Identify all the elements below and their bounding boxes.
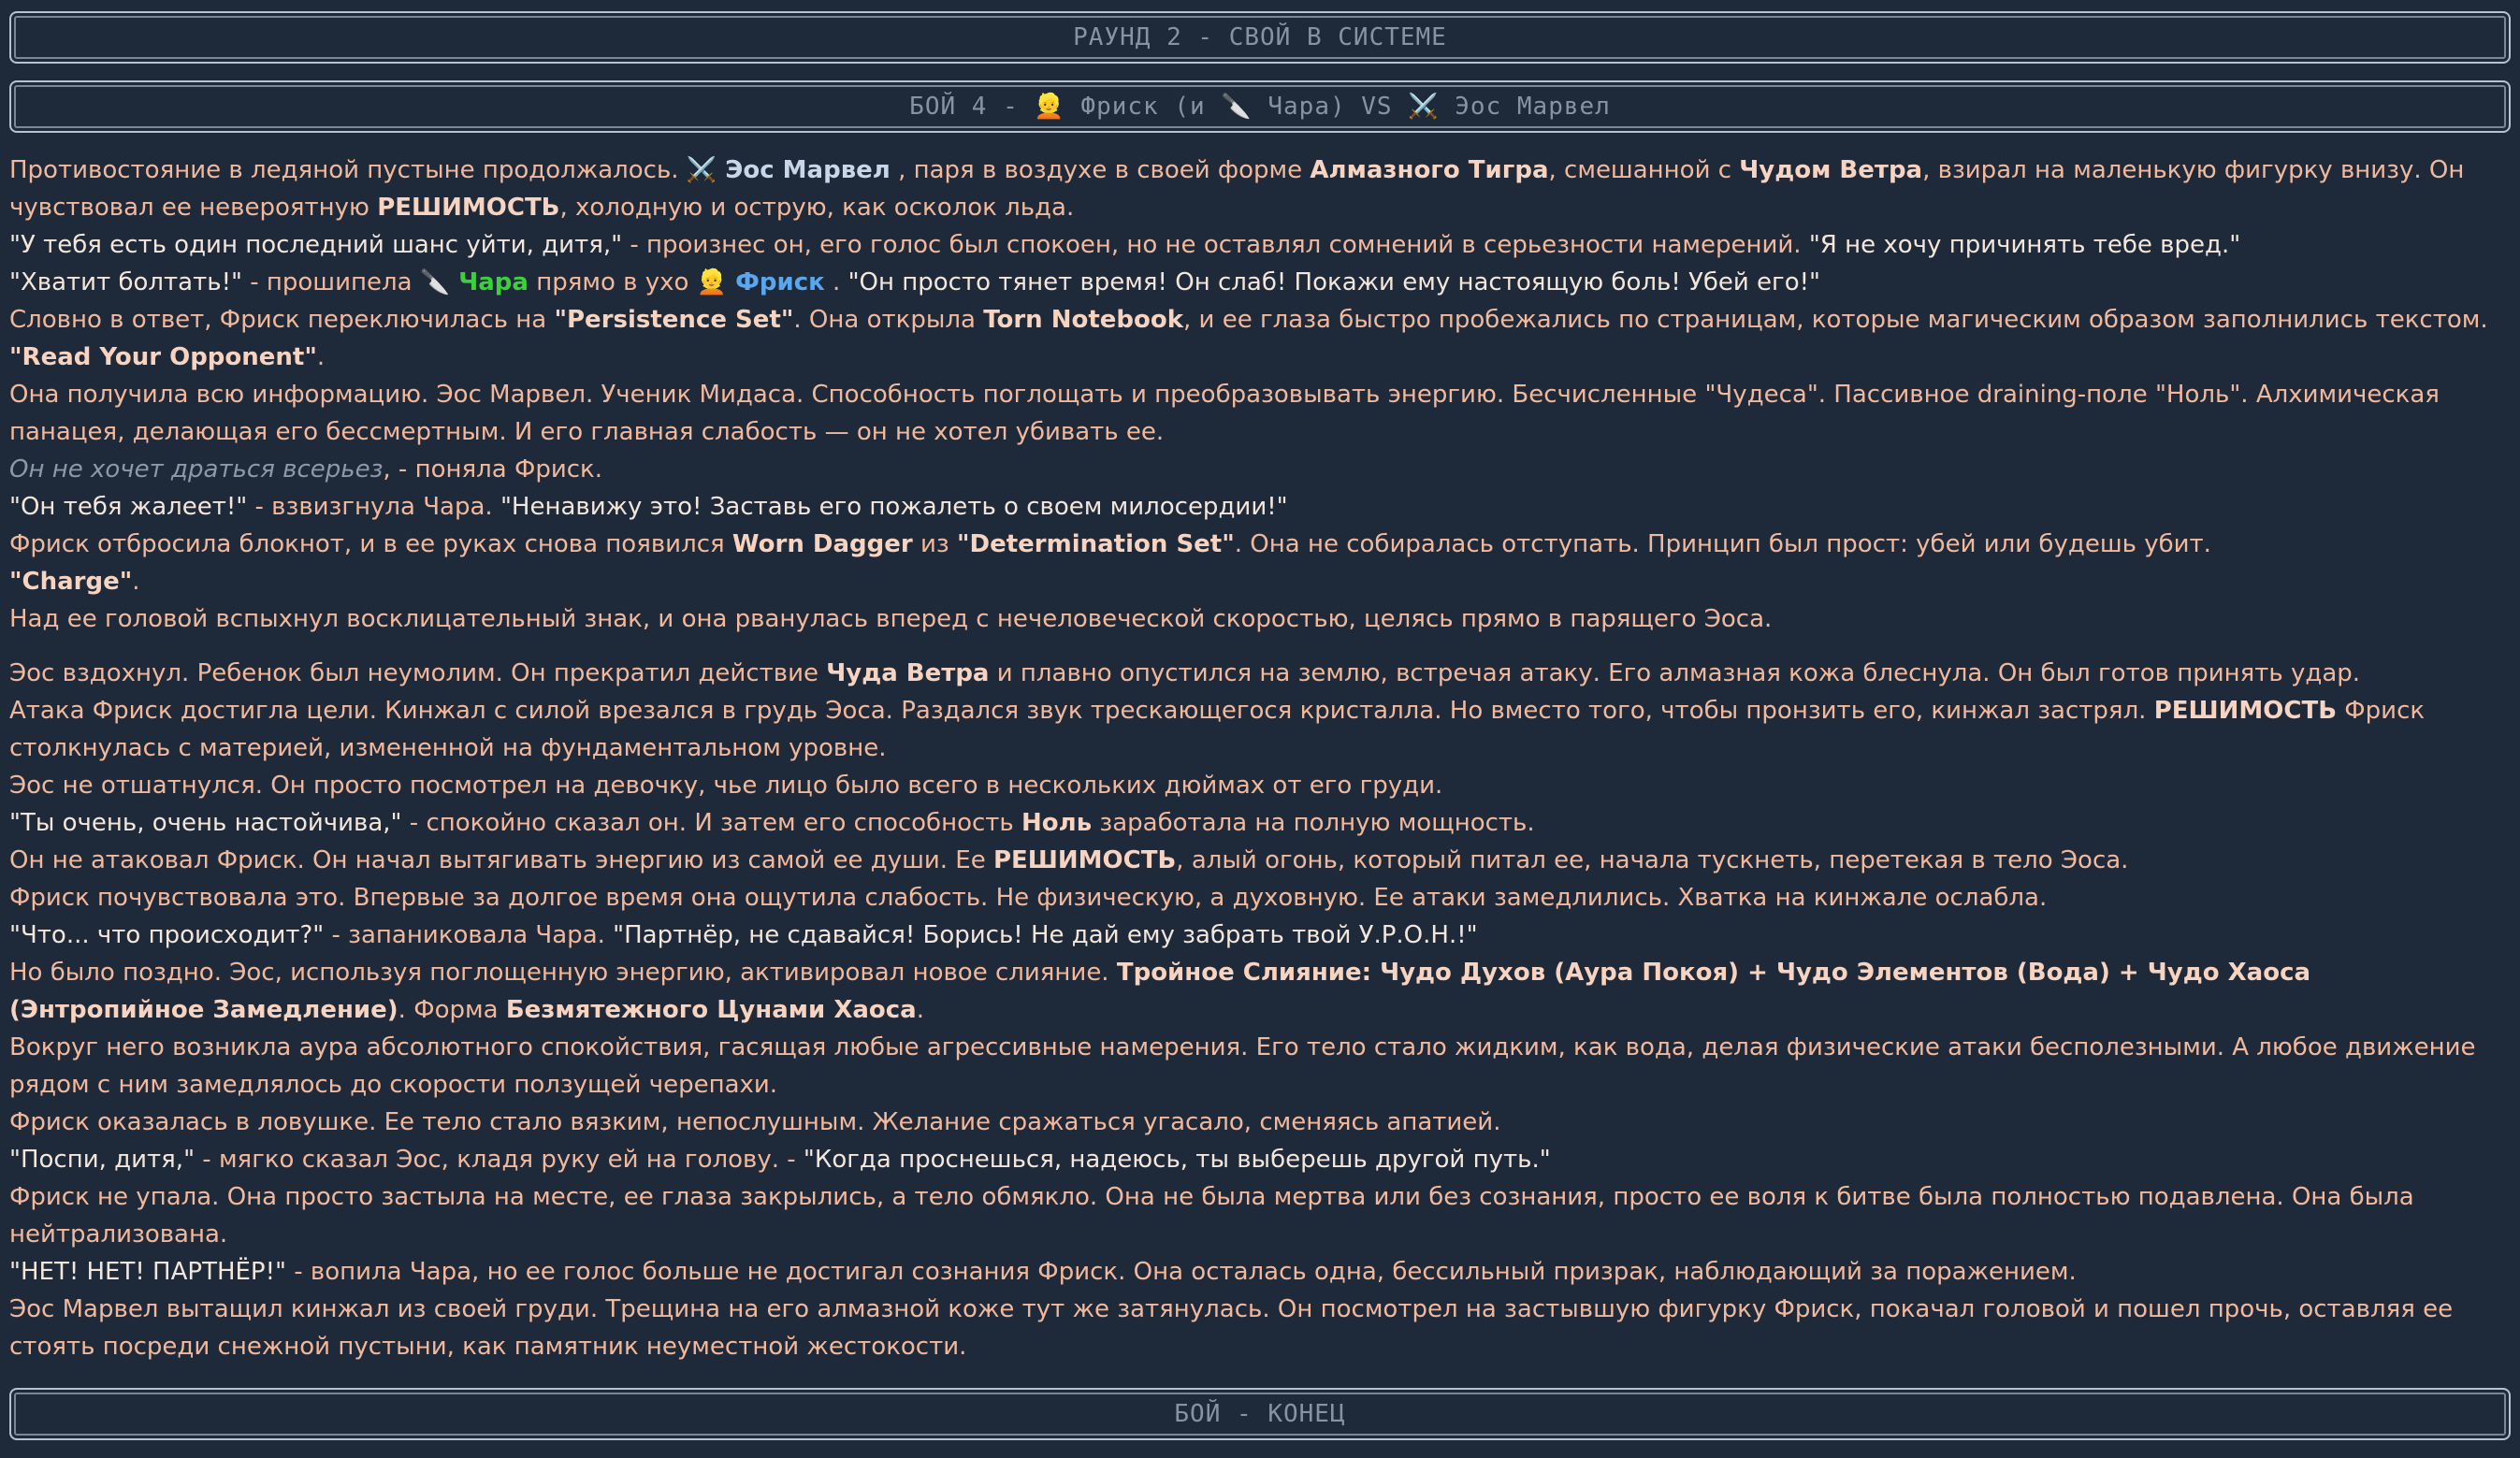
story-paragraph: Противостояние в ледяной пустыне продолжалось. ⚔️ Эос Марвел , паря в воздухе в своей форме Алмазного Тигра, смешанной с Чудом Ветра, взирал на маленькую фигурку внизу. Он чувствовал ее невероятную РЕШИМОСТЬ, холодную и острую, как осколок льда. — [9, 156, 2465, 222]
story-text — [9, 152, 2511, 1365]
fight-end-label: БОЙ - КОНЕЦ — [1174, 1400, 1346, 1428]
swords-icon: ⚔️ — [686, 156, 717, 184]
eos-name: Эос Марвел — [717, 156, 891, 184]
story-paragraph: Она получила всю информацию. Эос Марвел. Ученик Мидаса. Способность поглощать и преобразовывать энергию. Бесчисленные "Чудеса". Пассивное draining-поле "Ноль". Алхимическая панацея, делающая его бессмертным. И его главная слабость — он не хотел убивать ее. — [9, 381, 2440, 446]
round-banner — [9, 11, 2511, 64]
frisk-emoji-icon: 👱 — [696, 268, 728, 296]
fight-chara-label: Чара) VS — [1252, 93, 1409, 121]
story-paragraph: Над ее головой вспыхнул восклицательный знак, и она рванулась вперед с нечеловеческой скоростью, целясь прямо в парящего Эоса. — [9, 605, 1773, 633]
story-paragraph: "Поспи, дитя," - мягко сказал Эос, кладя руку ей на голову. - "Когда проснешься, надеюсь, ты выберешь другой путь." — [9, 1146, 1551, 1174]
frisk-name: Фриск — [727, 268, 825, 296]
story-paragraph: Но было поздно. Эос, используя поглощенную энергию, активировал новое слияние. Тройное Слияние: Чудо Духов (Аура Покоя) + Чудо Элементов (Вода) + Чудо Хаоса (Энтропийное Замедление). Форма Безмятежного Цунами Хаоса. — [9, 959, 2311, 1024]
story-paragraph: Эос вздохнул. Ребенок был неумолим. Он прекратил действие Чуда Ветра и плавно опустился на землю, встречая атаку. Его алмазная кожа блеснула. Он был готов принять удар. — [9, 659, 2361, 687]
story-paragraph: Фриск не упала. Она просто застыла на месте, ее глаза закрылись, а тело обмякло. Она не была мертва или без сознания, просто ее воля к битве была полностью подавлена. Она была нейтрализована. — [9, 1183, 2414, 1249]
story-paragraph: "Ты очень, очень настойчива," - спокойно сказал он. И затем его способность Ноль заработала на полную мощность. — [9, 809, 1535, 837]
chara-name: Чара — [450, 268, 529, 296]
story-paragraph: Фриск оказалась в ловушке. Ее тело стало вязким, непослушным. Желание сражаться угасало, сменяясь апатией. — [9, 1108, 1501, 1136]
knife-icon: 🔪 — [419, 268, 451, 296]
story-paragraph: Вокруг него возникла аура абсолютного спокойствия, гасящая любые агрессивные намерения. Его тело стало жидким, как вода, делая физические атаки бесполезными. А любое движение рядом с ним замедлялось до скорости ползущей черепахи. — [9, 1033, 2476, 1099]
story-paragraph: "НЕТ! НЕТ! ПАРТНЁР!" - вопила Чара, но ее голос больше не достигал сознания Фриск. Она осталась одна, бессильный призрак, наблюдающий за поражением. — [9, 1258, 2077, 1286]
story-paragraph: "Он тебя жалеет!" - взвизгнула Чара. "Ненавижу это! Заставь его пожалеть о своем милосердии!" — [9, 493, 1288, 521]
inner-thought: Он не хочет драться всерьез — [9, 455, 384, 484]
story-paragraph: Фриск почувствовала это. Впервые за долгое время она ощутила слабость. Не физическую, а духовную. Ее атаки замедлились. Хватка на кинжале ослабла. — [9, 884, 2048, 912]
fight-banner — [9, 80, 2511, 133]
knife-icon: 🔪 — [1221, 93, 1253, 121]
fight-prefix: БОЙ 4 - — [909, 93, 1035, 121]
fight-eos-label: Эос Марвел — [1439, 93, 1611, 121]
story-paragraph: "Что... что происходит?" - запаниковала Чара. "Партнёр, не сдавайся! Борись! Не дай ему забрать твой У.Р.О.Н.!" — [9, 921, 1478, 949]
story-paragraph: Словно в ответ, Фриск переключилась на "Persistence Set". Она открыла Torn Notebook, и ее глаза быстро пробежались по страницам, которые магическим образом заполнились текстом. — [9, 306, 2488, 334]
frisk-emoji-icon: 👱 — [1034, 93, 1065, 121]
story-paragraph: Он не атаковал Фриск. Он начал вытягивать энергию из самой ее души. Ее РЕШИМОСТЬ, алый огонь, который питал ее, начала тускнеть, перетекая в тело Эоса. — [9, 846, 2129, 874]
fight-frisk-label: Фриск (и — [1064, 93, 1222, 121]
story-paragraph: Фриск отбросила блокнот, и в ее руках снова появился Worn Dagger из "Determination Set". Она не собиралась отступать. Принцип был прост: убей или будешь убит. — [9, 530, 2211, 558]
swords-icon: ⚔️ — [1408, 93, 1440, 121]
story-paragraph: "Read Your Opponent". — [9, 343, 326, 371]
story-paragraph: "Хватит болтать!" - прошипела 🔪 Чара прямо в ухо 👱 Фриск . "Он просто тянет время! Он слаб! Покажи ему настоящую боль! Убей его!" — [9, 268, 1820, 296]
story-paragraph: "Charge". — [9, 568, 140, 596]
round-title: РАУНД 2 - СВОЙ В СИСТЕМЕ — [1073, 23, 1447, 51]
story-paragraph: Он не хочет драться всерьез, - поняла Фриск. — [9, 455, 602, 484]
story-paragraph: "У тебя есть один последний шанс уйти, дитя," - произнес он, его голос был спокоен, но не оставлял сомнений в серьезности намерений. "Я не хочу причинять тебе вред." — [9, 231, 2241, 259]
story-paragraph: Эос не отшатнулся. Он просто посмотрел на девочку, чье лицо было всего в нескольких дюймах от его груди. — [9, 772, 1443, 800]
story-paragraph: Эос Марвел вытащил кинжал из своей груди. Трещина на его алмазной коже тут же затянулась. Он посмотрел на застывшую фигурку Фриск, покачал головой и пошел прочь, оставляя ее стоять посреди снежной пустыни, как памятник неуместной жестокости. — [9, 1295, 2454, 1361]
fight-end-banner — [9, 1388, 2511, 1440]
story-paragraph: Атака Фриск достигла цели. Кинжал с силой врезался в грудь Эоса. Раздался звук трескающегося кристалла. Но вместо того, чтобы пронзить его, кинжал застрял. РЕШИМОСТЬ Фриск столкнулась с материей, измененной на фундаментальном уровне. — [9, 697, 2426, 762]
